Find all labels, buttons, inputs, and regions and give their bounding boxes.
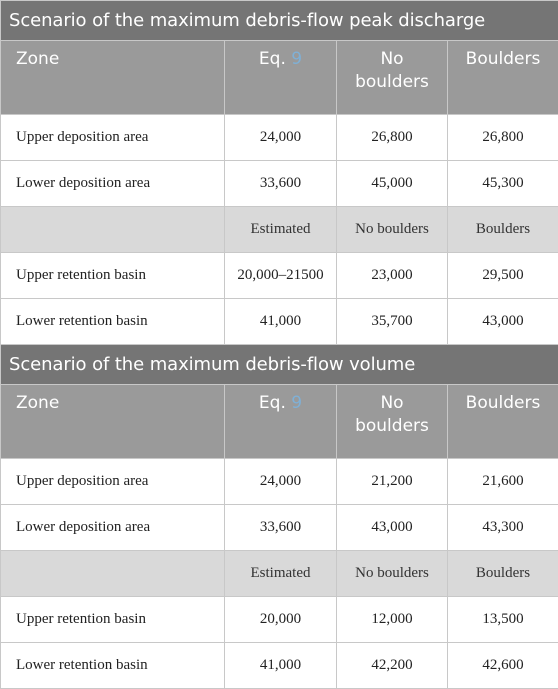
eq-header-prefix: Eq. xyxy=(259,49,291,69)
zone-cell: Upper deposition area xyxy=(1,115,225,161)
table-row xyxy=(1,643,558,689)
section-title-row xyxy=(1,1,558,41)
table-row xyxy=(1,459,558,505)
boulders-cell: 42,600 xyxy=(448,643,558,689)
no-boulders-cell: 42,200 xyxy=(337,643,448,689)
no-boulders-header xyxy=(337,385,448,459)
zone-cell: Upper deposition area xyxy=(1,459,225,505)
eq-cell: 41,000 xyxy=(225,643,337,689)
zone-cell: Lower retention basin xyxy=(1,299,225,345)
no-boulders-cell: 45,000 xyxy=(337,161,448,207)
no-boulders-cell: 43,000 xyxy=(337,505,448,551)
eq-cell: 24,000 xyxy=(225,115,337,161)
no-boulders-header xyxy=(337,41,448,115)
no-boulders-header-line2: boulders xyxy=(355,72,429,92)
table-row xyxy=(1,597,558,643)
boulders-cell: 13,500 xyxy=(448,597,558,643)
boulders-header: Boulders xyxy=(448,385,558,459)
subheader-estimated: Estimated xyxy=(225,207,337,253)
subheader-estimated: Estimated xyxy=(225,551,337,597)
boulders-cell: 29,500 xyxy=(448,253,558,299)
subheader-boulders: Boulders xyxy=(448,207,558,253)
subheader-no-boulders: No boulders xyxy=(337,551,448,597)
no-boulders-cell: 12,000 xyxy=(337,597,448,643)
boulders-cell: 21,600 xyxy=(448,459,558,505)
subheader-row xyxy=(1,551,558,597)
boulders-cell: 26,800 xyxy=(448,115,558,161)
eq-cell: 20,000 xyxy=(225,597,337,643)
zone-cell: Lower deposition area xyxy=(1,161,225,207)
eq-cell: 33,600 xyxy=(225,505,337,551)
eq-reference-link[interactable]: 9 xyxy=(291,393,302,413)
table-row xyxy=(1,505,558,551)
zone-cell: Upper retention basin xyxy=(1,597,225,643)
section-title: Scenario of the maximum debris-flow volume xyxy=(1,345,558,385)
column-header-row xyxy=(1,41,558,115)
subheader-row xyxy=(1,207,558,253)
no-boulders-cell: 35,700 xyxy=(337,299,448,345)
table-row xyxy=(1,161,558,207)
table-row xyxy=(1,299,558,345)
boulders-cell: 43,300 xyxy=(448,505,558,551)
section-title-row xyxy=(1,345,558,385)
eq-header-prefix: Eq. xyxy=(259,393,291,413)
section-title: Scenario of the maximum debris-flow peak discharge xyxy=(1,1,558,41)
subheader-boulders: Boulders xyxy=(448,551,558,597)
zone-cell: Lower retention basin xyxy=(1,643,225,689)
eq-reference-link[interactable]: 9 xyxy=(291,49,302,69)
subheader-no-boulders: No boulders xyxy=(337,207,448,253)
table-row xyxy=(1,115,558,161)
zone-cell: Lower deposition area xyxy=(1,505,225,551)
table-row xyxy=(1,253,558,299)
eq-header xyxy=(225,385,337,459)
no-boulders-cell: 23,000 xyxy=(337,253,448,299)
eq-cell: 33,600 xyxy=(225,161,337,207)
eq-header xyxy=(225,41,337,115)
eq-cell: 24,000 xyxy=(225,459,337,505)
zone-cell: Upper retention basin xyxy=(1,253,225,299)
no-boulders-header-line1: No xyxy=(380,49,403,69)
column-header-row xyxy=(1,385,558,459)
zone-header: Zone xyxy=(1,41,225,115)
no-boulders-header-line2: boulders xyxy=(355,416,429,436)
boulders-cell: 45,300 xyxy=(448,161,558,207)
zone-header: Zone xyxy=(1,385,225,459)
subheader-zone-cell xyxy=(1,551,225,597)
no-boulders-cell: 21,200 xyxy=(337,459,448,505)
subheader-zone-cell xyxy=(1,207,225,253)
eq-cell: 20,000–21500 xyxy=(225,253,337,299)
boulders-header: Boulders xyxy=(448,41,558,115)
boulders-cell: 43,000 xyxy=(448,299,558,345)
eq-cell: 41,000 xyxy=(225,299,337,345)
no-boulders-header-line1: No xyxy=(380,393,403,413)
no-boulders-cell: 26,800 xyxy=(337,115,448,161)
